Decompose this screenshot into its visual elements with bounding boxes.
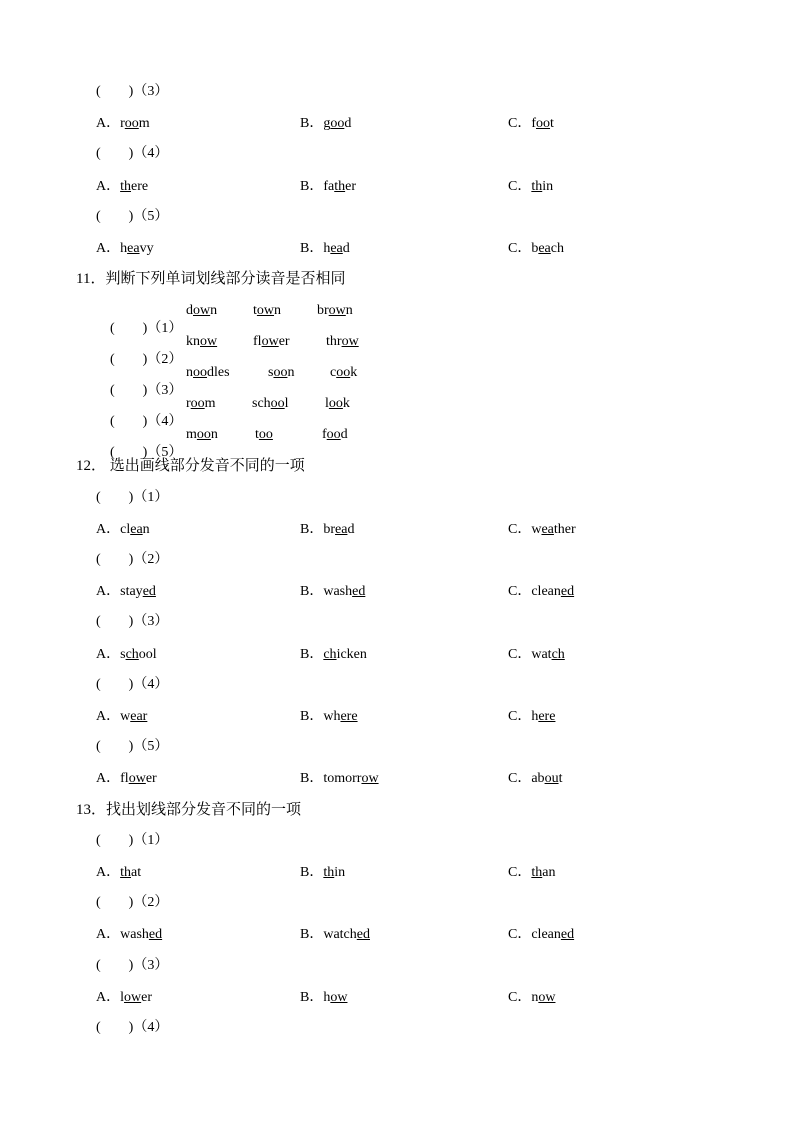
q10-item-5-stem: ( )（5） (96, 209, 169, 224)
q12-item-2-stem: ( )（2） (96, 552, 169, 567)
q12-item-5-option-c: C．about (508, 771, 563, 786)
q12-item-4-stem: ( )（4） (96, 677, 169, 692)
q12-item-5-option-b: B．tomorrow (300, 771, 379, 786)
q12-item-5-stem: ( )（5） (96, 739, 169, 754)
q12-item-3-option-b: B．chicken (300, 647, 367, 662)
q10-item-5-option-b: B．head (300, 241, 350, 256)
q12-item-1-option-b: B．bread (300, 522, 355, 537)
q10-item-4-stem: ( )（4） (96, 146, 169, 161)
q13-item-2-option-b: B．watched (300, 927, 370, 942)
q13-item-1-option-a: A．that (96, 865, 142, 880)
q13-item-3-stem: ( )（3） (96, 958, 169, 973)
q13-item-2-option-c: C．cleaned (508, 927, 575, 942)
q13-item-1-option-c: C．than (508, 865, 556, 880)
q11-item-4: ( )（4） room school look (110, 396, 350, 429)
q12-item-4-option-c: C．here (508, 709, 556, 724)
q13-item-3-option-c: C．now (508, 990, 556, 1005)
q10-item-5-option-c: C．beach (508, 241, 564, 256)
q12-item-4-option-b: B．where (300, 709, 358, 724)
q13-item-3-option-b: B．how (300, 990, 348, 1005)
q12-item-2-option-b: B．washed (300, 584, 366, 599)
q12-item-1-option-c: C．weather (508, 522, 576, 537)
q10-item-4-option-a: A．there (96, 179, 149, 194)
q10-item-4-option-b: B．father (300, 179, 357, 194)
q11-item-2: ( )（2） know flower throw (110, 334, 359, 367)
q12-item-3-option-c: C．watch (508, 647, 565, 662)
q12-title: 12． 选出画线部分发音不同的一项 (76, 458, 305, 474)
q13-item-2-option-a: A．washed (96, 927, 163, 942)
q12-item-1-stem: ( )（1） (96, 490, 169, 505)
q10-item-3-stem: ( )（3） (96, 84, 169, 99)
q10-item-3-option-a: A．room (96, 116, 150, 131)
q13-title: 13．找出划线部分发音不同的一项 (76, 802, 302, 818)
q13-item-4-stem: ( )（4） (96, 1020, 169, 1035)
q10-item-3-option-b: B．good (300, 116, 352, 131)
q12-item-2-option-c: C．cleaned (508, 584, 575, 599)
q12-item-2-option-a: A．stayed (96, 584, 156, 599)
q12-item-4-option-a: A．wear (96, 709, 148, 724)
q11-item-5: ( )（5） moon too food (110, 427, 348, 460)
q13-item-3-option-a: A．lower (96, 990, 153, 1005)
q12-item-3-option-a: A．school (96, 647, 157, 662)
q13-item-1-option-b: B．thin (300, 865, 346, 880)
q12-item-1-option-a: A．clean (96, 522, 150, 537)
q13-item-1-stem: ( )（1） (96, 833, 169, 848)
q13-item-2-stem: ( )（2） (96, 895, 169, 910)
q12-item-3-stem: ( )（3） (96, 614, 169, 629)
q11-title: 11．判断下列单词划线部分读音是否相同 (76, 271, 346, 287)
q10-item-4-option-c: C．thin (508, 179, 554, 194)
q11-item-3: ( )（3） noodles soon cook (110, 365, 358, 398)
q12-item-5-option-a: A．flower (96, 771, 157, 786)
q10-item-5-option-a: A．heavy (96, 241, 154, 256)
q10-item-3-option-c: C．foot (508, 116, 554, 131)
q11-item-1: ( )（1） down town brown (110, 303, 353, 336)
